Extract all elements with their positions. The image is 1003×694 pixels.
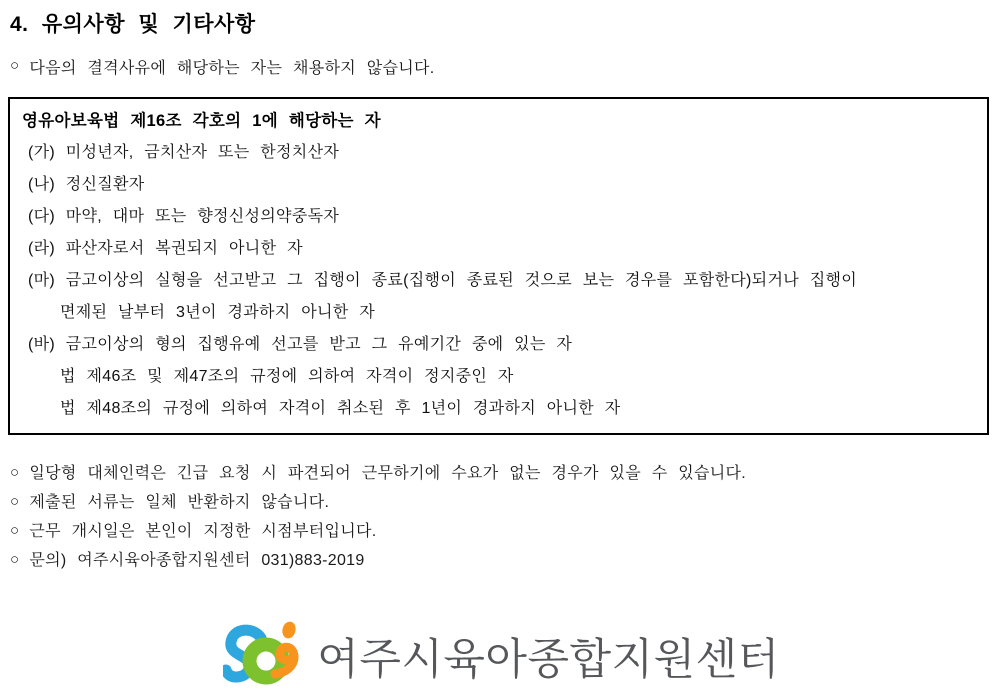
note-text: 일당형 대체인력은 긴급 요청 시 파견되어 근무하기에 수요가 없는 경우가 있을 수 있습니다.: [29, 465, 747, 482]
criteria-item-continuation: 면제된 날부터 3년이 경과하지 아니한 자: [60, 304, 376, 321]
note-line: [10, 521, 995, 542]
circle-bullet-icon: ○: [10, 551, 20, 568]
criteria-item: (가) 미성년자, 금치산자 또는 한정치산자: [28, 144, 340, 161]
criteria-box-title: 영유아보육법 제16조 각호의 1에 해당하는 자: [22, 112, 381, 130]
section-heading: 4. 유의사항 및 기타사항: [10, 13, 256, 36]
note-line: [10, 550, 995, 571]
note-text: 제출된 서류는 일체 반환하지 않습니다.: [29, 494, 330, 511]
criteria-item: (마) 금고이상의 실형을 선고받고 그 집행이 종료(집행이 종료된 것으로 보는 경우를 포함한다)되거나 집행이: [28, 272, 857, 289]
note-text: 근무 개시일은 본인이 지정한 시점부터입니다.: [29, 523, 377, 540]
criteria-item: (나) 정신질환자: [28, 176, 145, 193]
note-line: [10, 492, 995, 513]
circle-bullet-icon: ○: [10, 464, 20, 481]
criteria-item-continuation: 법 제48조의 규정에 의하여 자격이 취소된 후 1년이 경과하지 아니한 자: [60, 400, 621, 417]
notes-list: [10, 463, 995, 571]
circle-bullet-icon: ○: [10, 522, 20, 539]
intro-text: 다음의 결격사유에 해당하는 자는 채용하지 않습니다.: [29, 60, 435, 77]
logo-orange-person-body: [275, 647, 294, 674]
criteria-item: (다) 마약, 대마 또는 향정신성의약중독자: [28, 208, 340, 225]
logo-orange-person-head: [281, 620, 298, 640]
note-text: 문의) 여주시육아종합지원센터 031)883-2019: [29, 552, 365, 569]
circle-bullet-icon: ○: [10, 57, 20, 74]
criteria-item: (바) 금고이상의 형의 집행유예 선고를 받고 그 유예기간 중에 있는 자: [28, 336, 573, 353]
disqualification-criteria-box: [8, 97, 989, 435]
intro-line: [10, 55, 995, 78]
circle-bullet-icon: ○: [10, 493, 20, 510]
sci-children-center-logo-icon: [223, 618, 307, 688]
organization-logo: [0, 618, 1003, 688]
note-line: [10, 463, 995, 484]
criteria-item: (라) 파산자로서 복권되지 아니한 자: [28, 240, 303, 257]
organization-logo-text: 여주시육아종합지원센터: [317, 636, 780, 684]
criteria-item-continuation: 법 제46조 및 제47조의 규정에 의하여 자격이 정지중인 자: [60, 368, 514, 385]
